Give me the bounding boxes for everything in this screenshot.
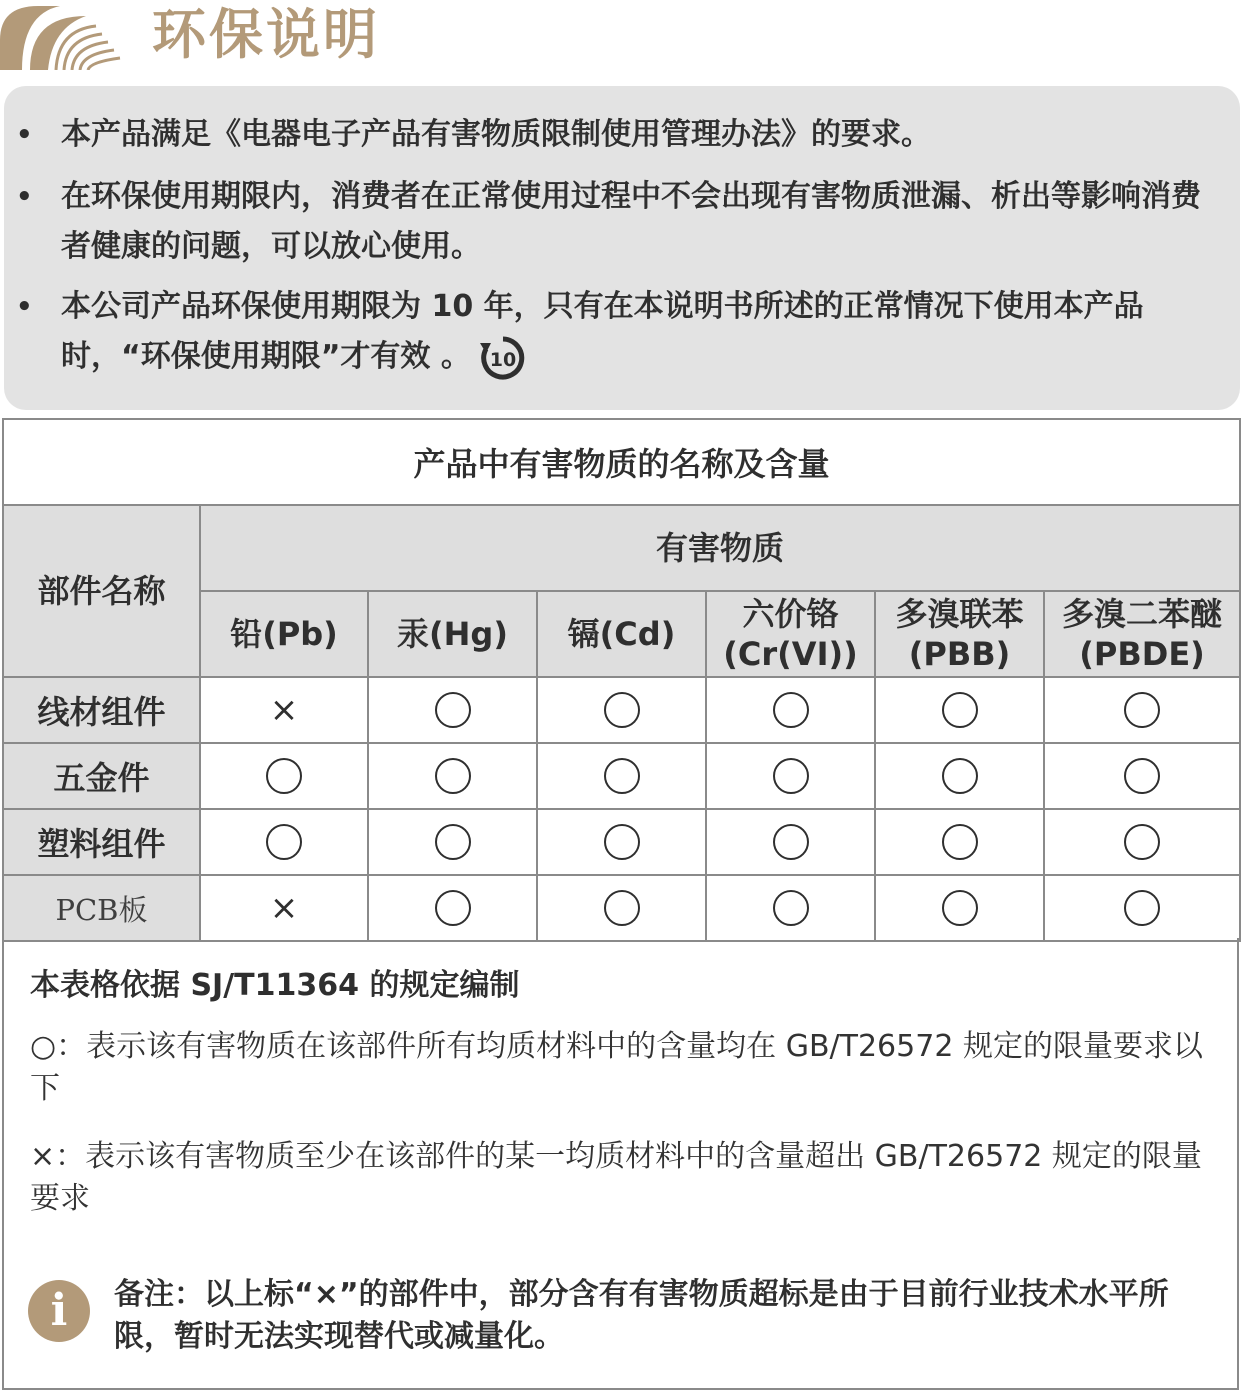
mark-cell xyxy=(368,743,537,809)
compliant-circle-icon xyxy=(604,692,640,728)
compliant-circle-icon xyxy=(435,890,471,926)
hazardous-substances-table-wrapper xyxy=(2,418,1239,942)
exceeds-cross-icon: × xyxy=(269,690,299,730)
note-text xyxy=(61,282,1211,382)
part-name: 五金件 xyxy=(3,743,200,809)
mark-cell xyxy=(200,677,368,743)
mark-cell xyxy=(1044,875,1240,941)
column-header-pbb xyxy=(875,591,1044,677)
mark-cell xyxy=(200,743,368,809)
mark-cell xyxy=(1044,677,1240,743)
bullet-dot: • xyxy=(16,292,33,322)
part-name: 线材组件 xyxy=(3,677,200,743)
legend-cross: ×：表示该有害物质至少在该部件的某一均质材料中的含量超出 GB/T26572 规定的限量要求 xyxy=(30,1139,1202,1216)
compliant-circle-icon xyxy=(435,692,471,728)
epup-logo-number: 10 xyxy=(489,348,517,371)
compliant-circle-icon xyxy=(773,692,809,728)
column-header-lead xyxy=(200,591,368,677)
compliant-circle-icon xyxy=(942,758,978,794)
info-icon-glyph: i xyxy=(50,1285,68,1336)
exceeds-cross-icon: × xyxy=(269,888,299,928)
part-name: PCB板 xyxy=(3,875,200,941)
parts-header: 部件名称 xyxy=(3,505,200,677)
mark-cell xyxy=(368,809,537,875)
table-row xyxy=(3,677,1240,743)
compliant-circle-icon xyxy=(266,758,302,794)
column-header-line2: (PBDE) xyxy=(1079,635,1205,673)
mark-cell xyxy=(706,875,875,941)
mark-cell xyxy=(706,743,875,809)
mark-cell xyxy=(200,875,368,941)
compliant-circle-icon xyxy=(266,824,302,860)
page-title: 环保说明 xyxy=(152,3,380,66)
table-row xyxy=(3,743,1240,809)
compliant-circle-icon xyxy=(942,692,978,728)
mark-cell xyxy=(368,875,537,941)
column-header-pbde xyxy=(1044,591,1240,677)
column-header-line1: 多溴联苯 xyxy=(895,595,1024,633)
mark-cell xyxy=(875,875,1044,941)
column-header-line1: 铅(Pb) xyxy=(230,615,338,653)
mark-cell xyxy=(368,677,537,743)
part-name: 塑料组件 xyxy=(3,809,200,875)
remark-note: 备注：以上标“×”的部件中，部分含有有害物质超标是由于目前行业技术水平所限，暂时无法实现替代或减量化。 xyxy=(114,1277,1169,1354)
compliant-circle-icon xyxy=(435,758,471,794)
note-text-content: 本公司产品环保使用期限为 10 年，只有在本说明书所述的正常情况下使用本产品时，“环保使用期限”才有效 。 xyxy=(61,289,1144,374)
environmental-notes-panel xyxy=(4,86,1240,410)
mark-cell xyxy=(875,743,1044,809)
bullet-dot: • xyxy=(16,120,33,150)
note-text: 在环保使用期限内，消费者在正常使用过程中不会出现有害物质泄漏、析出等影响消费者健康的问题，可以放心使用。 xyxy=(61,179,1201,264)
mark-cell xyxy=(537,743,706,809)
compliant-circle-icon xyxy=(773,758,809,794)
mark-cell xyxy=(1044,743,1240,809)
column-header-cadmium xyxy=(537,591,706,677)
compliant-circle-icon xyxy=(604,758,640,794)
compliant-circle-icon xyxy=(1124,824,1160,860)
table-row xyxy=(3,875,1240,941)
column-header-mercury xyxy=(368,591,537,677)
header xyxy=(0,0,1241,80)
compliant-circle-icon xyxy=(1124,890,1160,926)
column-header-line1: 多溴二苯醚 xyxy=(1062,595,1223,633)
hazardous-substances-table xyxy=(2,418,1241,942)
mark-cell xyxy=(537,809,706,875)
compliant-circle-icon xyxy=(1124,758,1160,794)
mark-cell xyxy=(706,677,875,743)
column-header-line2: (Cr(VI)) xyxy=(723,635,858,673)
compliant-circle-icon xyxy=(942,824,978,860)
legend-circle: ○：表示该有害物质在该部件所有均质材料中的含量均在 GB/T26572 规定的限量要求以下 xyxy=(30,1029,1203,1106)
column-header-chromium xyxy=(706,591,875,677)
note-text: 本产品满足《电器电子产品有害物质限制使用管理办法》的要求。 xyxy=(61,117,931,152)
mark-cell xyxy=(1044,809,1240,875)
standard-basis-note: 本表格依据 SJ/T11364 的规定编制 xyxy=(30,968,520,1003)
table-footer-notes xyxy=(2,938,1239,1390)
compliant-circle-icon xyxy=(773,824,809,860)
mark-cell xyxy=(706,809,875,875)
compliant-circle-icon xyxy=(942,890,978,926)
column-header-line1: 镉(Cd) xyxy=(567,615,676,653)
column-header-line1: 汞(Hg) xyxy=(397,615,508,653)
compliant-circle-icon xyxy=(773,890,809,926)
column-header-line1: 六价铬 xyxy=(742,595,839,633)
mark-cell xyxy=(200,809,368,875)
substances-header: 有害物质 xyxy=(200,505,1240,591)
compliant-circle-icon xyxy=(1124,692,1160,728)
brand-arc-logo-icon xyxy=(0,0,130,70)
table-row xyxy=(3,809,1240,875)
epup-10-year-logo-icon xyxy=(477,335,529,381)
column-header-line2: (PBB) xyxy=(908,635,1011,673)
bullet-dot: • xyxy=(16,182,33,212)
info-icon xyxy=(28,1280,90,1342)
mark-cell xyxy=(875,677,1044,743)
mark-cell xyxy=(537,677,706,743)
compliant-circle-icon xyxy=(604,824,640,860)
table-title: 产品中有害物质的名称及含量 xyxy=(3,419,1240,505)
compliant-circle-icon xyxy=(604,890,640,926)
mark-cell xyxy=(875,809,1044,875)
mark-cell xyxy=(537,875,706,941)
compliant-circle-icon xyxy=(435,824,471,860)
